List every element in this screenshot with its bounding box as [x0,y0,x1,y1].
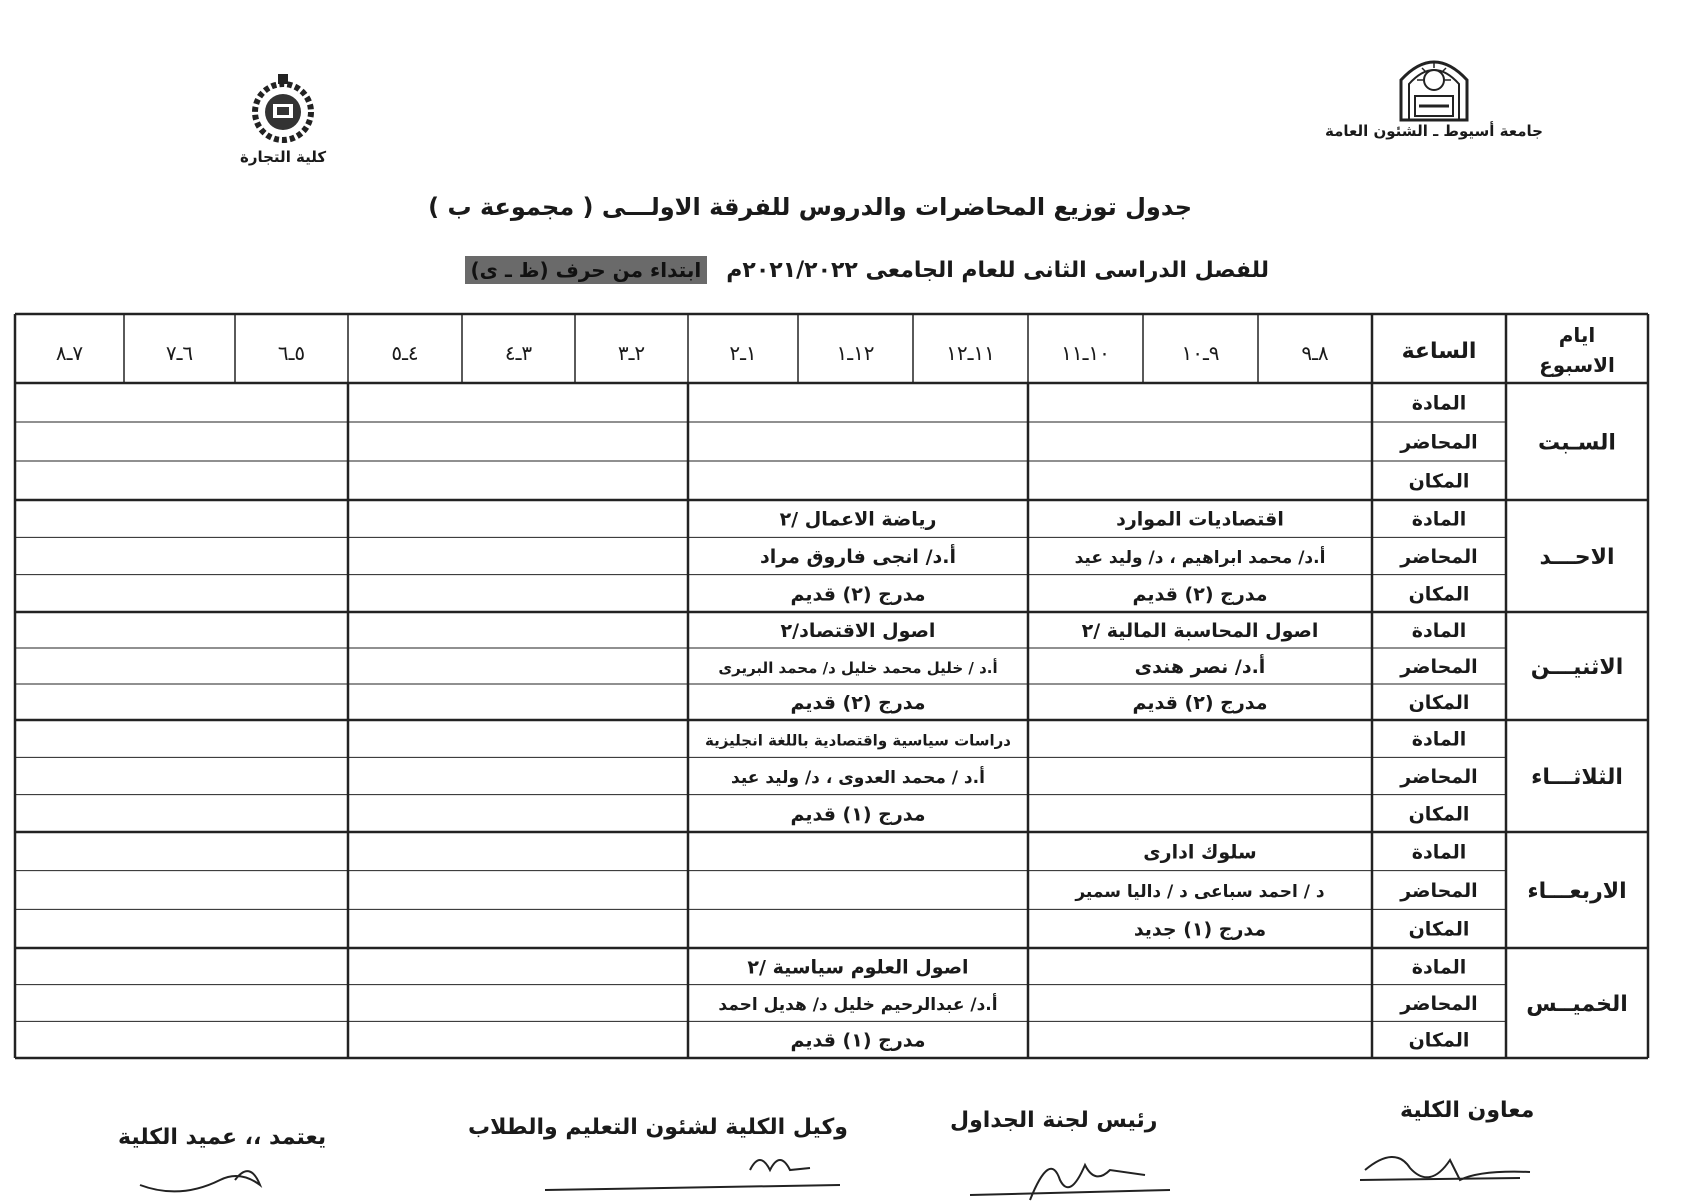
lecture-cell: مدرج (٢) قديم [790,583,926,606]
faculty-name: كلية التجارة [240,148,327,166]
lecture-cell: رياضة الاعمال /٢ [779,508,937,531]
time-slot-header: ٦ـ٧ [165,341,194,365]
signature-committee-head: رئيس لجنة الجداول [950,1108,1158,1133]
row-label: المادة [1411,508,1467,531]
lecture-cell: مدرج (٢) قديم [1132,583,1268,606]
days-header-line2: الاسبوع [1539,353,1615,377]
row-label: المحاضر [1400,546,1478,568]
days-header-line1: ايام [1558,323,1596,347]
time-slot-header: ٣ـ٤ [504,341,533,365]
lecture-cell: أ.د / محمد العدوى ، د/ وليد عيد [731,768,985,788]
lecture-cell: اصول الاقتصاد/٢ [780,620,936,642]
lecture-cell: مدرج (٢) قديم [790,692,926,714]
time-slot-header: ١٢ـ١ [836,341,875,365]
time-slot-header: ١١ـ١٢ [946,341,995,365]
row-label: المكان [1408,692,1470,714]
lecture-cell: أ.د/ انجى فاروق مراد [760,546,956,568]
day-name: الاثنيـــن [1530,655,1624,680]
page-title: جدول توزيع المحاضرات والدروس للفرقة الاولـــى ( مجموعة ب ) [428,193,1192,221]
time-slot-header: ٢ـ٣ [617,341,646,365]
time-slot-header: ٤ـ٥ [391,341,419,365]
hour-header: الساعة [1401,339,1477,364]
day-name: الاحـــد [1539,545,1615,570]
row-label: المحاضر [1400,993,1478,1015]
time-slot-header: ١٠ـ١١ [1061,341,1110,365]
time-slot-header: ٩ـ١٠ [1181,341,1220,365]
lecture-cell: أ.د/ نصر هندى [1134,656,1266,678]
time-slot-header: ١ـ٢ [729,341,757,365]
lecture-cell: اصول العلوم سياسية /٢ [747,956,969,979]
row-label: المحاضر [1400,431,1478,454]
lecture-cell: اصول المحاسبة المالية /٢ [1081,620,1319,642]
signature-assistant: معاون الكلية [1400,1098,1535,1123]
signature-vice-dean: وكيل الكلية لشئون التعليم والطلاب [468,1115,848,1140]
group-range-highlight: ابتداء من حرف (ظ ـ ى) [465,256,708,284]
semester-text: للفصل الدراسى الثانى للعام الجامعى ٢٠٢١/٢٠٢٢م [726,258,1269,283]
lecture-cell: سلوك ادارى [1143,841,1257,864]
row-label: المادة [1411,841,1467,864]
day-name: الخميــس [1526,992,1628,1017]
lecture-cell: مدرج (١) قديم [790,803,926,826]
row-label: المحاضر [1400,766,1478,788]
row-label: المكان [1408,918,1470,941]
row-label: المادة [1411,956,1467,979]
lecture-cell: مدرج (١) قديم [790,1029,926,1052]
time-slot-header: ٨ـ٩ [1301,341,1329,365]
row-label: المحاضر [1400,656,1478,678]
row-label: المكان [1408,583,1470,606]
handwritten-signatures [0,1140,1689,1204]
day-name: الثلاثـــاء [1531,765,1623,790]
signature-dean: يعتمد ،، عميد الكلية [118,1125,327,1150]
lecture-cell: أ.د / خليل محمد خليل د/ محمد البريرى [718,659,998,677]
row-label: المادة [1411,620,1467,642]
row-label: المكان [1408,470,1470,493]
time-slot-header: ٥ـ٦ [277,341,306,365]
lecture-cell: مدرج (٢) قديم [1132,692,1268,714]
time-slot-header: ٧ـ٨ [55,341,84,365]
lecture-cell: د / احمد سباعى د / داليا سمير [1075,882,1325,902]
row-label: المادة [1411,728,1467,751]
lecture-cell: اقتصاديات الموارد [1116,508,1284,531]
university-name: جامعة أسيوط ـ الشئون العامة [1325,122,1543,140]
row-label: المادة [1411,392,1467,415]
lecture-cell: أ.د/ عبدالرحيم خليل د/ هديل احمد [718,995,998,1015]
day-name: السـبت [1538,430,1616,456]
lecture-cell: مدرج (١) جديد [1133,918,1267,941]
row-label: المحاضر [1400,880,1478,902]
row-label: المكان [1408,803,1470,826]
day-name: الاربعـــاء [1527,879,1627,904]
row-label: المكان [1408,1029,1470,1052]
lecture-cell: دراسات سياسية واقتصادية باللغة انجليزية [704,731,1012,750]
lecture-cell: أ.د/ محمد ابراهيم ، د/ وليد عيد [1074,548,1326,568]
